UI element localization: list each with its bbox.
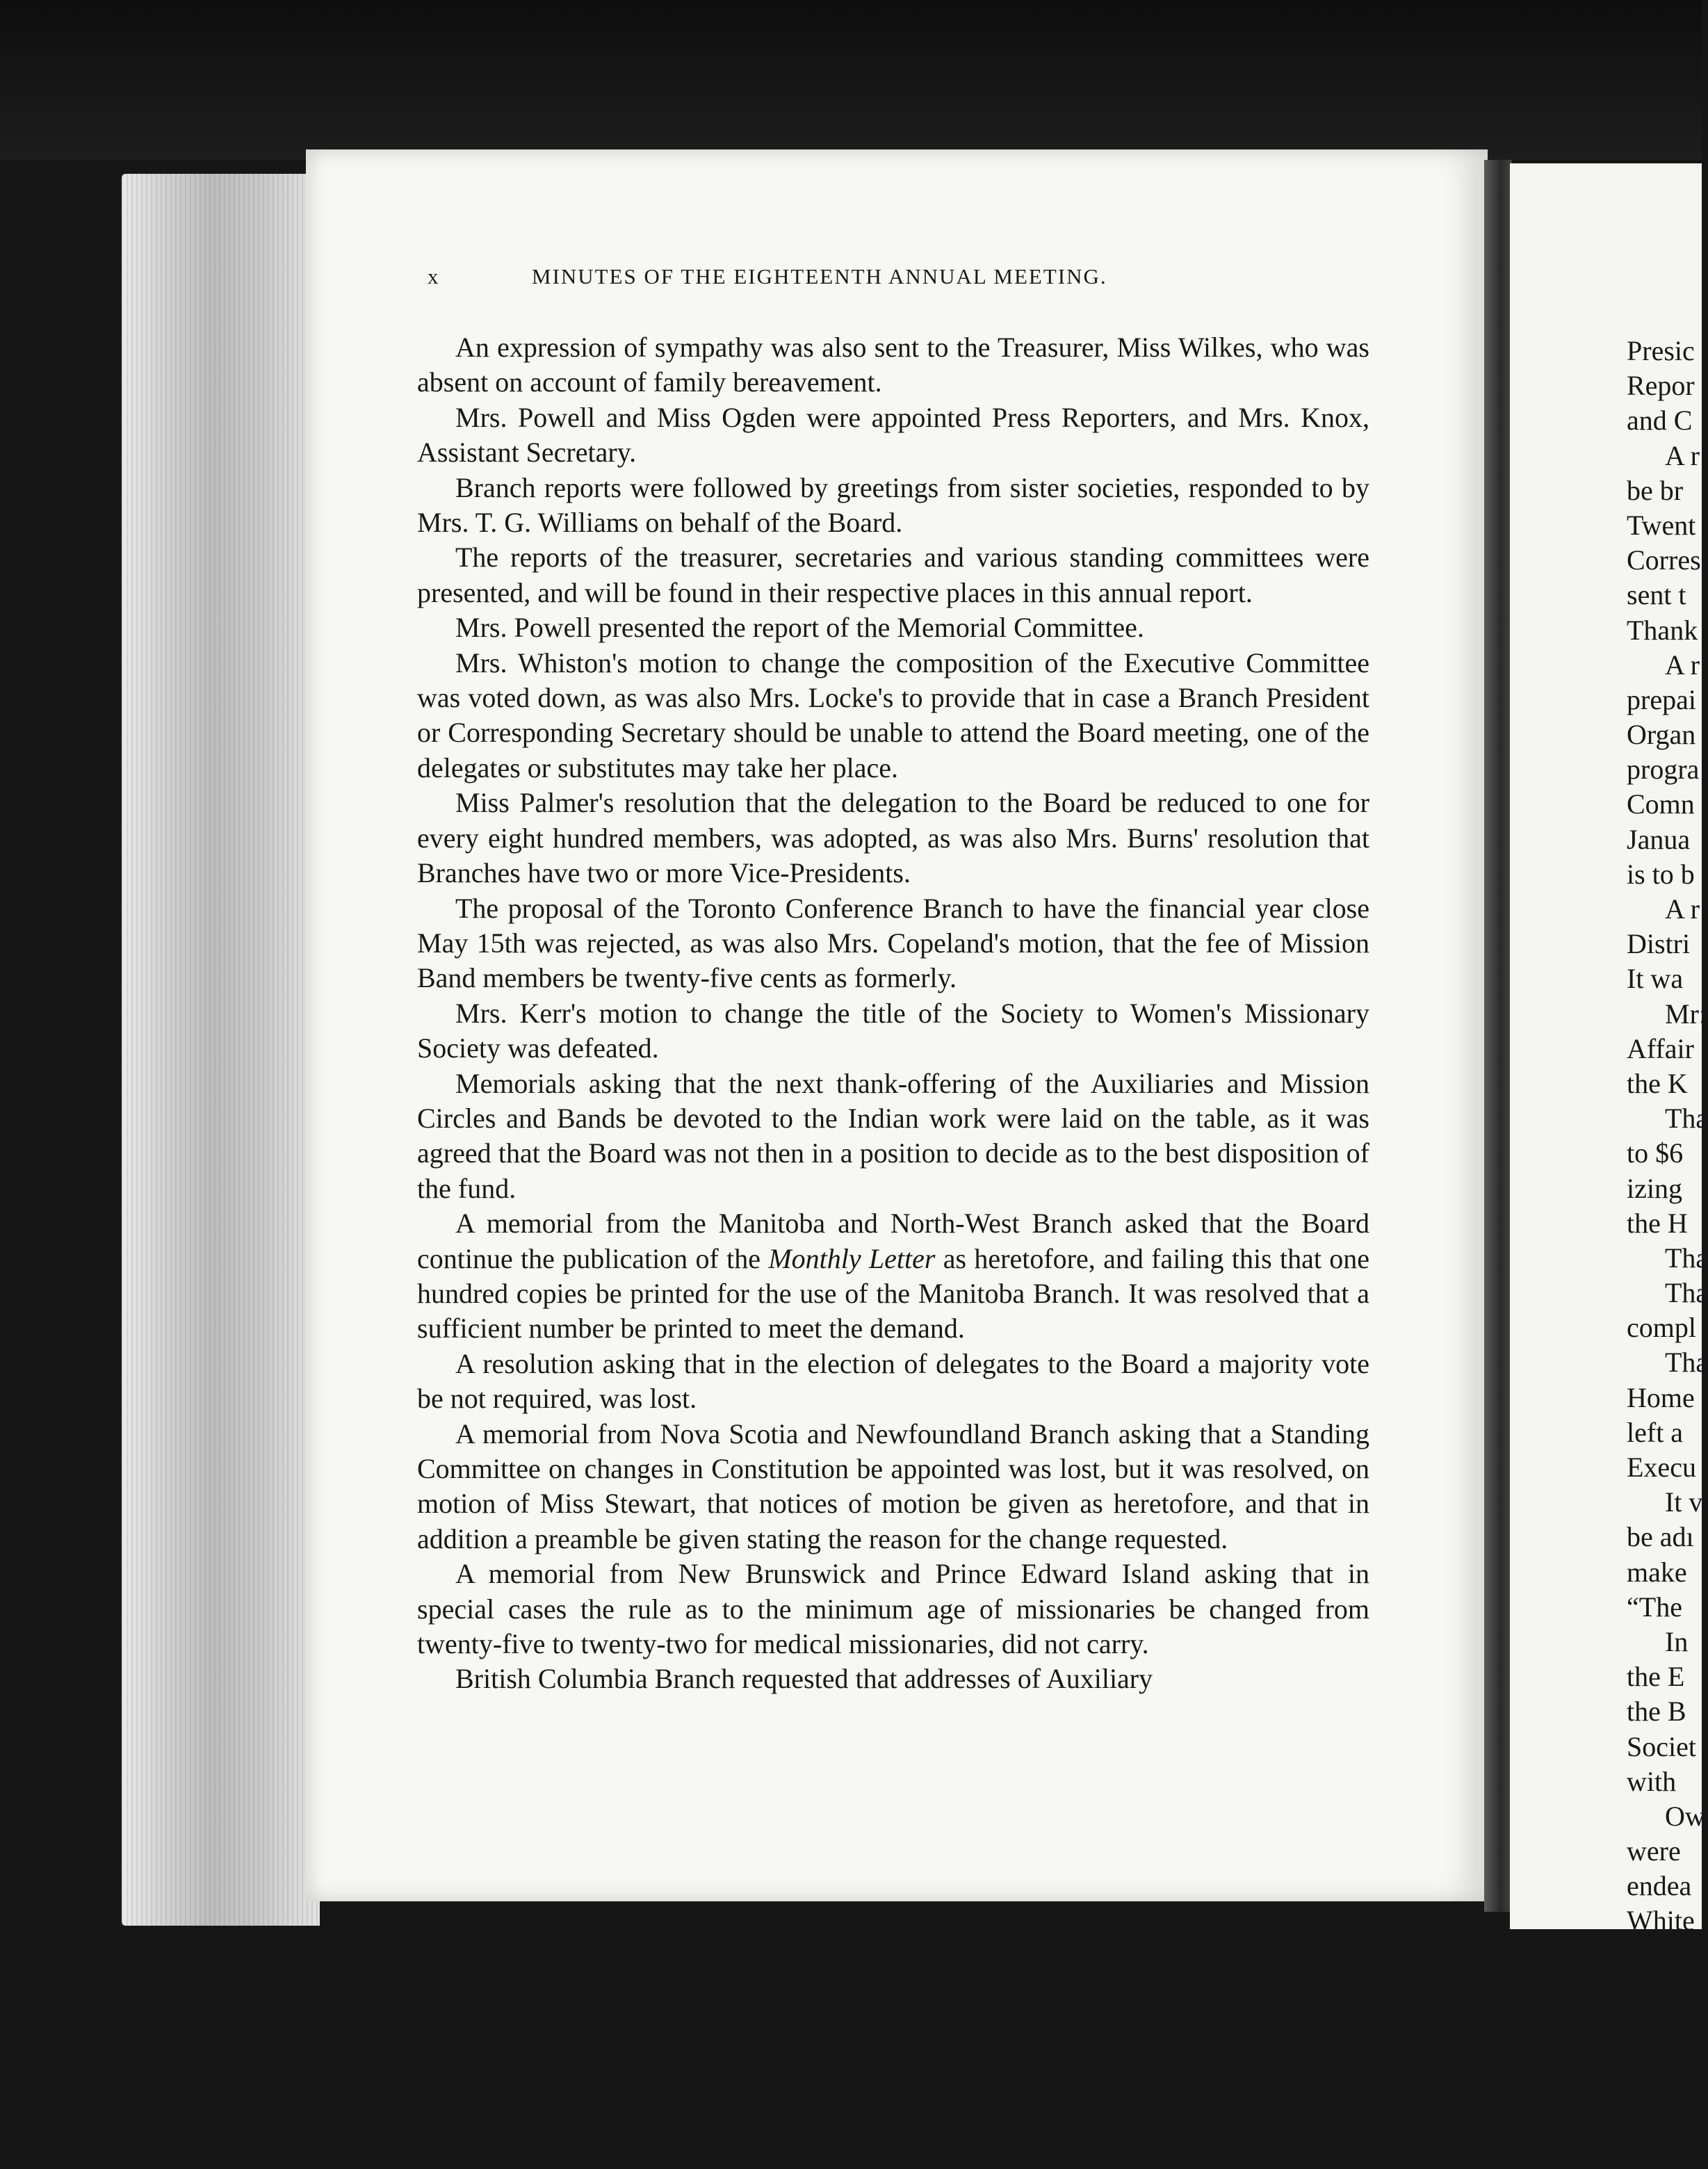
right-page-line: prepai: [1627, 683, 1696, 715]
right-page-line: be br: [1627, 474, 1684, 506]
right-page-line: It v: [1665, 1486, 1703, 1518]
right-page-line: the H: [1627, 1207, 1688, 1239]
right-page-line: to $6: [1627, 1137, 1684, 1169]
book-page-edges: [122, 174, 320, 1926]
right-page-line: Janua: [1627, 823, 1691, 855]
right-page-line: Execu: [1627, 1452, 1696, 1483]
right-page-line: Ow: [1665, 1800, 1705, 1832]
right-page-line: is to b: [1627, 858, 1695, 890]
right-page-line: left a: [1627, 1416, 1684, 1448]
paragraph: A resolution asking that in the election of delegates to the Board a majority vote be not required, was lost.: [417, 1347, 1369, 1415]
right-page-line: the E: [1627, 1661, 1685, 1693]
right-page-line: Presic: [1627, 335, 1695, 366]
right-page-line: Mr:: [1665, 998, 1707, 1030]
right-page-line: Tha: [1665, 1242, 1708, 1274]
right-page-line: be adı: [1627, 1521, 1694, 1553]
paragraph: The proposal of the Toronto Conference Branch to have the financial year close May 15th was rejected, as was also Mrs. Copeland's motion, that the fee of Mission Band members be twenty-five cents as formerly.: [417, 892, 1369, 994]
right-page-line: Home: [1627, 1381, 1695, 1413]
running-header: [428, 264, 1269, 292]
paragraph: An expression of sympathy was also sent to the Treasurer, Miss Wilkes, who was absent on account of family bereavement.: [417, 332, 1369, 398]
text-run: A memorial from the Manitoba and North-West Branch asked that the Board continue the publication of the: [417, 1208, 1369, 1274]
paragraph: The reports of the treasurer, secretaries and various standing committees were presented, and will be found in their respective places in this annual report.: [417, 542, 1369, 608]
right-page-line: compl: [1627, 1312, 1696, 1344]
paragraph: A memorial from Nova Scotia and Newfoundland Branch asking that a Standing Committee on changes in Constitution be appointed was lost, but it was resolved, on motion of Miss Stewart, that notices of motion be given as heretofore, and that in addition a preamble be given stating the reason for the change requested.: [417, 1417, 1369, 1554]
right-page-line: Distri: [1627, 928, 1691, 960]
right-page-line: Tha: [1665, 1277, 1708, 1309]
scan-background: [0, 0, 1702, 160]
page-number: x: [428, 264, 440, 289]
paragraph: Memorials asking that the next thank-offering of the Auxiliaries and Mission Circles and Bands be devoted to the Indian work were laid on the table, as it was agreed that the Board was not then in a position to decide as to the best disposition of the fund.: [417, 1067, 1369, 1204]
right-page-line: “The: [1627, 1591, 1682, 1623]
right-page-line: the K: [1627, 1067, 1688, 1099]
paragraph: Mrs. Powell and Miss Ogden were appointed Press Reporters, and Mrs. Knox, Assistant Secretary.: [417, 401, 1369, 469]
right-page-line: Tha: [1665, 1347, 1708, 1379]
right-page-line: A r: [1665, 893, 1700, 925]
right-page-line: sent t: [1627, 579, 1686, 611]
right-page-text-fragments: [1627, 334, 1708, 1939]
text-run: as heretofore, and failing this that one hundred copies be printed for the use of the Manitoba Branch. It was resolved that a sufficient number be printed to meet the demand.: [417, 1242, 1370, 1345]
right-page-line: were: [1627, 1835, 1681, 1867]
right-page-line: It wa: [1627, 963, 1684, 995]
right-page-line: Affair: [1627, 1032, 1694, 1064]
right-page-line: A r: [1665, 439, 1700, 471]
book-gutter: [1484, 160, 1512, 1912]
paragraph: Mrs. Whiston's motion to change the composition of the Executive Committee was voted down, as was also Mrs. Locke's to provide that in case a Branch President or Corresponding Secretary should be unable to attend the Board meeting, one of the delegates or substitutes may take her place.: [417, 647, 1369, 783]
right-page-line: the B: [1627, 1696, 1686, 1728]
right-page-line: Tha: [1665, 1103, 1708, 1135]
paragraph: A memorial from New Brunswick and Prince Edward Island asking that in special cases the rule as to the minimum age of missionaries be changed from twenty-five to twenty-two for medical missionaries, did not carry.: [417, 1558, 1369, 1660]
right-page-line: Societ: [1627, 1730, 1696, 1762]
right-page-line: Thank: [1627, 614, 1698, 646]
right-page-line: Comn: [1627, 788, 1695, 820]
paragraph: [417, 1206, 1369, 1347]
right-page-line: Corres: [1627, 544, 1701, 576]
paragraph: British Columbia Branch requested that addresses of Auxiliary: [455, 1663, 1153, 1695]
running-title: MINUTES OF THE EIGHTEENTH ANNUAL MEETING.: [532, 264, 1107, 289]
right-page-line: progra: [1627, 754, 1700, 786]
right-page-line: Organ: [1627, 719, 1696, 751]
paragraph: Mrs. Kerr's motion to change the title of the Society to Women's Missionary Society was defeated.: [417, 997, 1369, 1064]
paragraph: Mrs. Powell presented the report of the Memorial Committee.: [455, 612, 1144, 644]
right-page-line: and C: [1627, 405, 1693, 437]
right-page-line: make: [1627, 1556, 1687, 1588]
right-page-line: with: [1627, 1765, 1677, 1797]
right-page-line: Twent: [1627, 509, 1696, 541]
right-page-line: A r: [1665, 649, 1700, 681]
right-page-line: Repor: [1627, 370, 1695, 402]
right-page-line: izing: [1627, 1172, 1682, 1204]
right-page-line: endea: [1627, 1870, 1692, 1902]
paragraph: Miss Palmer's resolution that the delegation to the Board be reduced to one for every eight hundred members, was adopted, as was also Mrs. Burns' resolution that Branches have two or more Vice-Presidents.: [417, 787, 1369, 889]
right-page-line: White: [1627, 1905, 1695, 1937]
paragraph: Branch reports were followed by greetings from sister societies, responded to by Mrs. T. G. Williams on behalf of the Board.: [417, 471, 1369, 539]
right-page-line: In: [1665, 1625, 1689, 1657]
publication-title: Monthly Letter: [768, 1242, 936, 1274]
page-body-text: [417, 330, 1369, 1697]
